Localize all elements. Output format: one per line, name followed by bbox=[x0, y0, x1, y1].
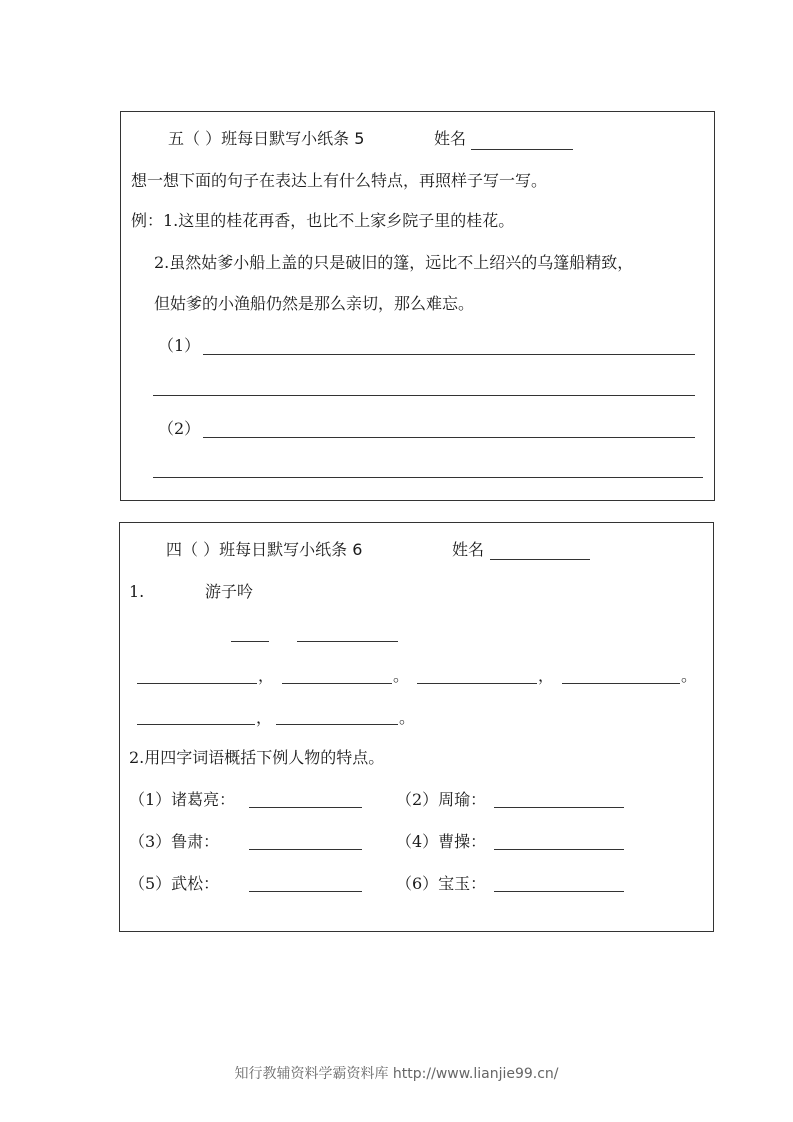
punct-period: 。 bbox=[399, 708, 416, 727]
question-1-number: 1. bbox=[129, 582, 145, 601]
slip-number: 5 bbox=[354, 129, 365, 148]
dictation-slip-6 bbox=[119, 522, 714, 932]
punct-comma: ， bbox=[258, 666, 275, 685]
name-label: 姓名 bbox=[452, 540, 485, 559]
instruction-text: 想一想下面的句子在表达上有什么特点，再照样子写一写。 bbox=[131, 171, 548, 190]
slip-title bbox=[168, 129, 364, 149]
author-blank[interactable] bbox=[297, 641, 398, 642]
blank-1-label: （1） bbox=[158, 336, 201, 355]
question-2-text: 2.用四字词语概括下例人物的特点。 bbox=[129, 748, 385, 767]
punct-comma: ， bbox=[538, 666, 555, 685]
person-label-wu-song: （5）武松： bbox=[129, 874, 220, 893]
slip-title bbox=[166, 540, 362, 560]
answer-line-2a[interactable] bbox=[203, 437, 695, 438]
person-answer-6[interactable] bbox=[494, 891, 624, 892]
slip-number: 6 bbox=[352, 540, 363, 559]
poem-blank-4[interactable] bbox=[562, 683, 680, 684]
person-answer-2[interactable] bbox=[494, 807, 624, 808]
punct-period: 。 bbox=[681, 666, 698, 685]
person-label-lu-su: （3）鲁肃： bbox=[129, 832, 220, 851]
person-answer-4[interactable] bbox=[494, 849, 624, 850]
poem-blank-1[interactable] bbox=[137, 683, 257, 684]
person-label-zhou-yu: （2）周瑜： bbox=[396, 790, 487, 809]
poem-title: 游子吟 bbox=[205, 582, 254, 601]
poem-blank-5[interactable] bbox=[137, 724, 255, 725]
punct-comma: ， bbox=[256, 708, 273, 727]
punct-period: 。 bbox=[393, 666, 410, 685]
person-answer-3[interactable] bbox=[249, 849, 362, 850]
person-label-bao-yu: （6）宝玉： bbox=[396, 874, 487, 893]
poem-blank-6[interactable] bbox=[276, 724, 398, 725]
blank-2-label: （2） bbox=[158, 419, 201, 438]
name-field[interactable] bbox=[471, 149, 573, 150]
answer-line-2b[interactable] bbox=[153, 477, 703, 478]
poem-blank-2[interactable] bbox=[282, 683, 392, 684]
answer-line-1b[interactable] bbox=[153, 395, 695, 396]
answer-line-1a[interactable] bbox=[203, 354, 695, 355]
person-answer-1[interactable] bbox=[249, 807, 362, 808]
name-field[interactable] bbox=[490, 559, 590, 560]
example-2-line-2: 但姑爹的小渔船仍然是那么亲切，那么难忘。 bbox=[154, 294, 475, 313]
name-label: 姓名 bbox=[434, 129, 467, 148]
person-label-cao-cao: （4）曹操： bbox=[396, 832, 487, 851]
person-label-zhuge-liang: （1）诸葛亮： bbox=[129, 790, 236, 809]
example-1: 例：1.这里的桂花再香，也比不上家乡院子里的桂花。 bbox=[131, 211, 515, 230]
example-2-line-1: 2.虽然姑爹小船上盖的只是破旧的篷，远比不上绍兴的乌篷船精致， bbox=[154, 253, 634, 272]
dictation-slip-5 bbox=[120, 111, 715, 501]
poem-blank-3[interactable] bbox=[417, 683, 537, 684]
slip-title-text: 五（ ）班每日默写小纸条 bbox=[168, 129, 350, 148]
footer-watermark: 知行教辅资料学霸资料库 http://www.lianjie99.cn/ bbox=[234, 1066, 559, 1082]
person-answer-5[interactable] bbox=[249, 891, 362, 892]
slip-title-text: 四（ ）班每日默写小纸条 bbox=[166, 540, 348, 559]
dynasty-blank[interactable] bbox=[231, 641, 269, 642]
